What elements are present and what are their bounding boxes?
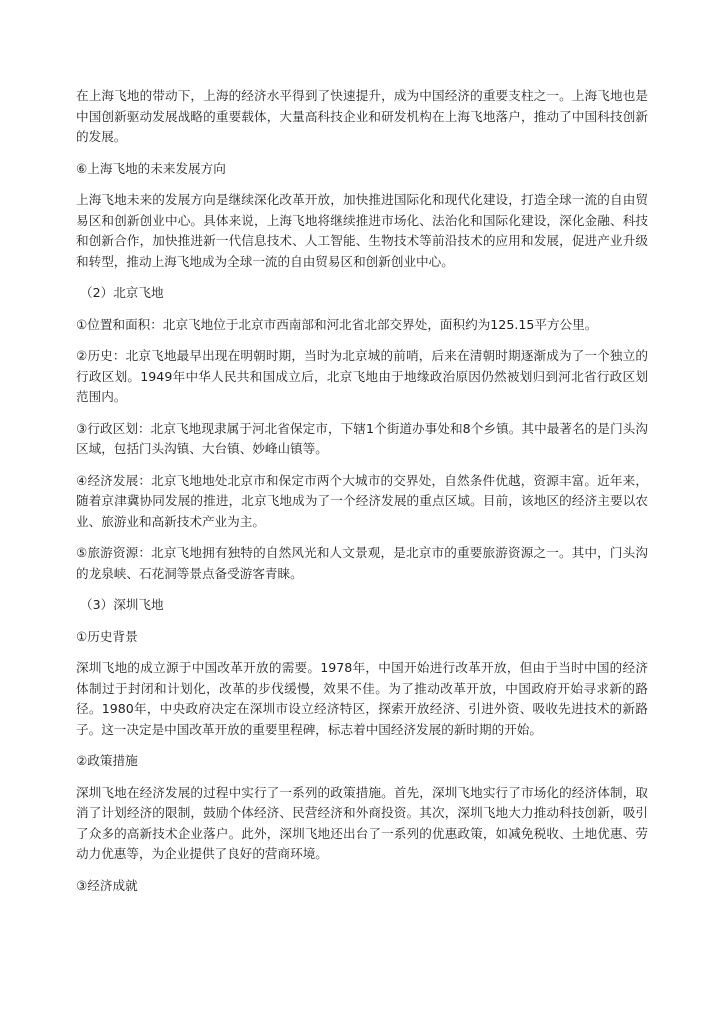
paragraph-beijing-tourism: ⑤旅游资源：北京飞地拥有独特的自然风光和人文景观，是北京市的重要旅游资源之一。其中，门头沟的龙泉峡、石花洞等景点备受游客青睐。 [76,545,648,581]
paragraph-beijing-admin: ③行政区划：北京飞地现隶属于河北省保定市，下辖1个街道办事处和8个乡镇。其中最著名的是门头沟区域，包括门头沟镇、大台镇、妙峰山镇等。 [76,420,648,456]
paragraph-beijing-history: ②历史：北京飞地最早出现在明朝时期，当时为北京城的前哨，后来在清朝时期逐渐成为了一个独立的行政区划。1949年中华人民共和国成立后，北京飞地由于地缘政治原因仍然被划归到河北省行政区划范围内。 [76,348,648,404]
paragraph-shenzhen-history: 深圳飞地的成立源于中国改革开放的需要。1978年，中国开始进行改革开放，但由于当时中国的经济体制过于封闭和计划化，改革的步伐缓慢，效果不佳。为了推动改革开放，中国政府开始寻求新的路径。1980年，中央政府决定在深圳市设立经济特区，探索开放经济、引进外资、吸收先进技术的新路子。这一决定是中国改革开放的重要里程碑，标志着中国经济发展的新时期的开始。 [76,660,648,737]
heading-shenzhen-policy: ②政策措施 [76,753,138,768]
paragraph-shanghai-future: 上海飞地未来的发展方向是继续深化改革开放，加快推进国际化和现代化建设，打造全球一流的自由贸易区和创新创业中心。具体来说，上海飞地将继续推进市场化、法治化和国际化建设，深化金融、科技和创新合作，加快推进新一代信息技术、人工智能、生物技术等前沿技术的应用和发展，促进产业升级和转型，推动上海飞地成为全球一流的自由贸易区和创新创业中心。 [76,192,648,269]
paragraph-beijing-economy: ④经济发展：北京飞地地处北京市和保定市两个大城市的交界处，自然条件优越，资源丰富。近年来，随着京津冀协同发展的推进，北京飞地成为了一个经济发展的重点区域。目前，该地区的经济主要以农业、旅游业和高新技术产业为主。 [76,472,648,529]
section-heading-shenzhen: （3）深圳飞地 [80,597,164,612]
section-heading-beijing: （2）北京飞地 [80,285,164,300]
paragraph-beijing-location: ①位置和面积：北京飞地位于北京市西南部和河北省北部交界处，面积约为125.15平方公里。 [76,316,598,332]
heading-shanghai-future: ⑥上海飞地的未来发展方向 [76,160,226,176]
heading-shenzhen-history: ①历史背景 [76,628,138,644]
document-page [76,86,648,907]
heading-shenzhen-achievements: ③经济成就 [76,877,138,893]
paragraph-shanghai-impact: 在上海飞地的带动下，上海的经济水平得到了快速提升，成为中国经济的重要支柱之一。上海飞地也是中国创新驱动发展战略的重要载体，大量高科技企业和研发机构在上海飞地落户，推动了中国科技创新的发展。 [76,88,648,144]
paragraph-shenzhen-policy: 深圳飞地在经济发展的过程中实行了一系列的政策措施。首先，深圳飞地实行了市场化的经济体制，取消了计划经济的限制，鼓励个体经济、民营经济和外商投资。其次，深圳飞地大力推动科技创新，吸引了众多的高新技术企业落户。此外，深圳飞地还出台了一系列的优惠政策，如减免税收、土地优惠、劳动力优惠等，为企业提供了良好的营商环境。 [76,784,648,861]
